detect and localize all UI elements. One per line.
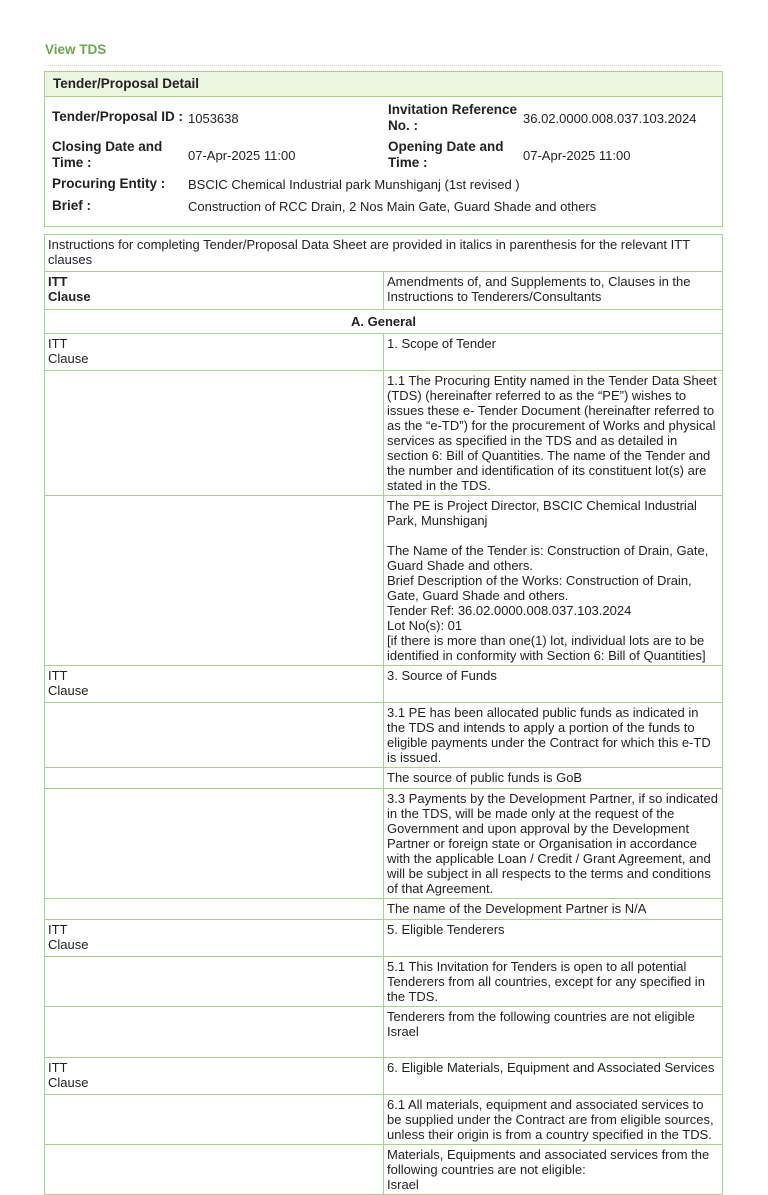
procuring-entity-label: Procuring Entity :: [52, 176, 166, 191]
clause-text: 5.1 This Invitation for Tenders is open to all potential Tenderers from all countries, except for any specified in the TDS.: [384, 957, 723, 1007]
clause-label: Clause: [48, 351, 89, 366]
works-description: Brief Description of the Works: Construction of Drain, Gate, Guard Shade and others.: [387, 573, 692, 603]
procuring-entity-value: BSCIC Chemical Industrial park Munshiganj (1st revised ): [188, 177, 520, 192]
table-row: [45, 1058, 723, 1095]
invitation-ref-label: [388, 102, 517, 134]
brief-value: Construction of RCC Drain, 2 Nos Main Gate, Guard Shade and others: [188, 199, 597, 214]
ineligible-country: Israel: [387, 1177, 419, 1192]
closing-date-value: 07-Apr-2025 11:00: [188, 148, 296, 163]
empty-cell: [45, 1007, 384, 1058]
clause-title: 6. Eligible Materials, Equipment and Associated Services: [384, 1058, 723, 1095]
table-row: [45, 1145, 723, 1195]
panel-title: Tender/Proposal Detail: [45, 72, 722, 97]
tender-ref: Tender Ref: 36.02.0000.008.037.103.2024: [387, 603, 632, 618]
amendments-header: Amendments of, and Supplements to, Clauses in the Instructions to Tenderers/Consultants: [384, 272, 723, 310]
opening-date-label-line2: Time :: [388, 155, 428, 170]
clause-text: 1.1 The Procuring Entity named in the Tender Data Sheet (TDS) (hereinafter referred to as the “PE”) wishes to issues these e- Tender Document (hereinafter referred to as the “e-TD”) for the procurement of Works and physical services as specified in the TDS and as detailed in section 6: Bill of Quantities. The name of the Tender and the number and identification of its constituent lot(s) are stated in the TDS.: [384, 371, 723, 496]
invitation-ref-label-line1: Invitation Reference: [388, 102, 518, 117]
divider: [44, 65, 723, 66]
tds-value-cell: [384, 1145, 723, 1195]
table-row: [45, 703, 723, 768]
tender-id-label: Tender/Proposal ID :: [52, 109, 184, 124]
itt-clause-cell: [45, 920, 384, 957]
itt-label: ITT: [48, 336, 68, 351]
table-row: [45, 957, 723, 1007]
itt-label: ITT: [48, 668, 68, 683]
invitation-ref-value: 36.02.0000.008.037.103.2024: [523, 111, 697, 126]
closing-date-label-line2: Time :: [52, 155, 92, 170]
tender-detail-panel: [44, 71, 723, 227]
closing-date-label-line1: Closing Date and: [52, 139, 163, 154]
table-row: [45, 235, 723, 272]
spacer: [387, 528, 718, 543]
invitation-ref-label-line2: No. :: [388, 118, 418, 133]
ineligible-text: Materials, Equipments and associated services from the following countries are not eligible:: [387, 1147, 710, 1177]
opening-date-value: 07-Apr-2025 11:00: [523, 148, 631, 163]
itt-label: ITT: [48, 922, 68, 937]
empty-cell: [45, 899, 384, 920]
itt-label: ITT: [48, 1060, 68, 1075]
empty-cell: [45, 768, 384, 789]
clause-label: Clause: [48, 289, 91, 304]
empty-cell: [45, 1095, 384, 1145]
view-tds-title: View TDS: [45, 42, 107, 57]
opening-date-label: [388, 139, 504, 171]
itt-clause-cell: [45, 666, 384, 703]
table-row: [45, 1095, 723, 1145]
itt-clause-header: [45, 272, 384, 310]
clause-label: Clause: [48, 1075, 89, 1090]
ineligible-country: Israel: [387, 1024, 419, 1039]
pe-name: The PE is Project Director, BSCIC Chemical Industrial Park, Munshiganj: [387, 498, 697, 528]
tender-id-value: 1053638: [188, 111, 239, 126]
table-row: [45, 1007, 723, 1058]
intro-cell: Instructions for completing Tender/Proposal Data Sheet are provided in italics in parenthesis for the relevant ITT clauses: [45, 235, 723, 272]
table-row: [45, 789, 723, 899]
tds-value-cell: The name of the Development Partner is N/A: [384, 899, 723, 920]
table-row: [45, 334, 723, 371]
table-row: [45, 920, 723, 957]
opening-date-label-line1: Opening Date and: [388, 139, 504, 154]
empty-cell: [45, 496, 384, 666]
ineligible-text: Tenderers from the following countries are not eligible: [387, 1009, 695, 1024]
table-row: [45, 666, 723, 703]
table-row: [45, 310, 723, 334]
clause-label: Clause: [48, 683, 89, 698]
section-general: A. General: [45, 310, 723, 334]
tender-data-sheet-table: [44, 234, 723, 1195]
itt-clause-cell: [45, 1058, 384, 1095]
empty-cell: [45, 703, 384, 768]
itt-label: ITT: [48, 274, 68, 289]
empty-cell: [45, 1145, 384, 1195]
clause-label: Clause: [48, 937, 89, 952]
lot-note: [if there is more than one(1) lot, individual lots are to be identified in conformity with Section 6: Bill of Quantities]: [387, 633, 706, 663]
empty-cell: [45, 789, 384, 899]
clause-text: 6.1 All materials, equipment and associated services to be supplied under the Contract are from eligible sources, unless their origin is from a country specified in the TDS.: [384, 1095, 723, 1145]
clause-text: 3.1 PE has been allocated public funds as indicated in the TDS and intends to apply a portion of the funds to eligible payments under the Contract for which this e-TD is issued.: [384, 703, 723, 768]
brief-label: Brief :: [52, 198, 92, 213]
lot-number: Lot No(s): 01: [387, 618, 463, 633]
clause-title: 5. Eligible Tenderers: [384, 920, 723, 957]
itt-clause-cell: [45, 334, 384, 371]
tender-name: The Name of the Tender is: Construction of Drain, Gate, Guard Shade and others.: [387, 543, 709, 573]
table-row: [45, 899, 723, 920]
tds-value-cell: The source of public funds is GoB: [384, 768, 723, 789]
clause-title: 1. Scope of Tender: [384, 334, 723, 371]
table-row: [45, 371, 723, 496]
tds-value-cell: [384, 1007, 723, 1058]
table-row: [45, 496, 723, 666]
clause-title: 3. Source of Funds: [384, 666, 723, 703]
table-row: [45, 768, 723, 789]
empty-cell: [45, 371, 384, 496]
table-row: [45, 272, 723, 310]
clause-text: 3.3 Payments by the Development Partner, if so indicated in the TDS, will be made only at the request of the Government and upon approval by the Development Partner or foreign state or Organisation in accordance with the applicable Loan / Credit / Grant Agreement, and will be subject in all respects to the terms and conditions of that Agreement.: [384, 789, 723, 899]
tds-value-cell: [384, 496, 723, 666]
closing-date-label: [52, 139, 162, 171]
empty-cell: [45, 957, 384, 1007]
